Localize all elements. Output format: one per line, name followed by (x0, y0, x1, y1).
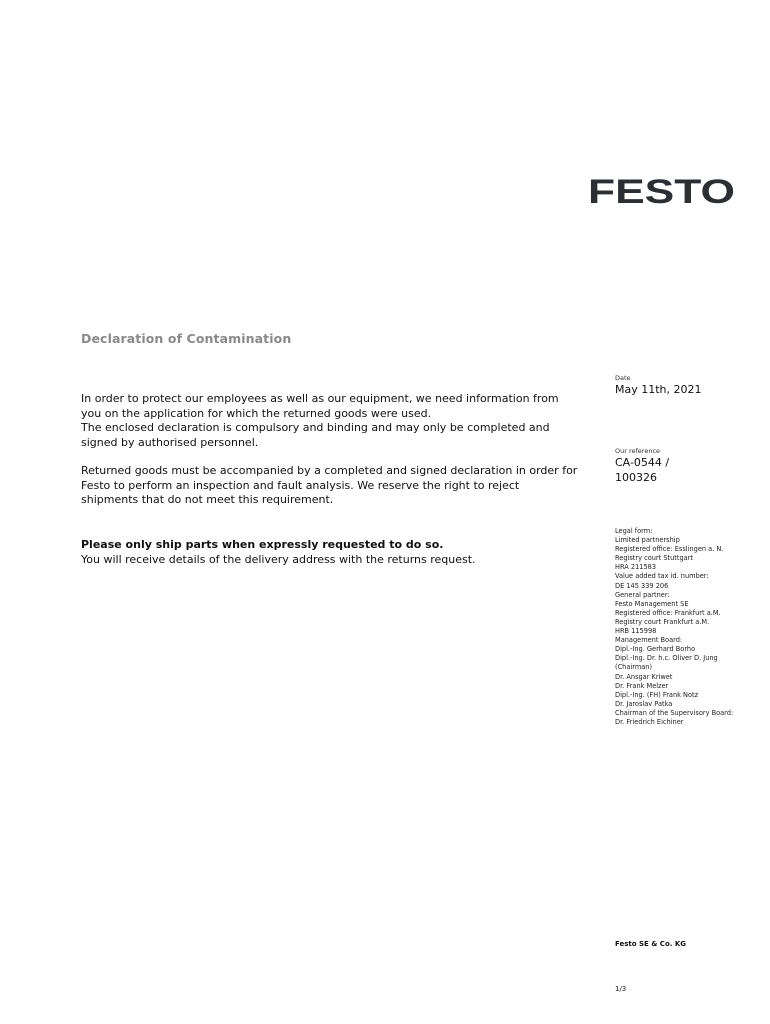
company-name: Festo SE & Co. KG (615, 940, 687, 948)
legal-line: (Chairman) (615, 663, 653, 672)
legal-line: Limited partnership (615, 536, 680, 545)
legal-line: Festo Management SE (615, 599, 689, 608)
legal-line: HRA 211583 (615, 563, 657, 572)
reference-block (615, 447, 755, 485)
legal-line: Registered office: Esslingen a. N. (615, 545, 724, 554)
svg-text:FESTO: FESTO (588, 175, 735, 207)
returned-line: shipments that do not meet this requirement. (81, 493, 334, 507)
document-title: Declaration of Contamination (81, 331, 292, 346)
reference-label: Our reference (615, 447, 661, 455)
legal-line: Legal form: (615, 527, 653, 535)
returned-line: Festo to perform an inspection and fault analysis. We reserve the right to reject (81, 478, 520, 492)
date-block (615, 374, 755, 398)
intro-paragraph (81, 392, 581, 450)
intro-line: you on the application for which the returned goods were used. (81, 406, 432, 420)
returned-goods-paragraph (81, 464, 581, 508)
legal-line: Registry court Frankfurt a.M. (615, 617, 710, 626)
festo-logo (588, 175, 736, 207)
notice-bold: Please only ship parts when expressly requested to do so. (81, 538, 444, 551)
intro-line: The enclosed declaration is compulsory and binding and may only be completed and (81, 421, 550, 435)
returned-line: Returned goods must be accompanied by a completed and signed declaration in order for (81, 464, 578, 477)
legal-line: DE 145 339 206 (615, 581, 669, 590)
date-label: Date (615, 374, 631, 382)
legal-line: Registered office: Frankfurt a.M. (615, 608, 721, 617)
legal-line: Chairman of the Supervisory Board: (615, 708, 734, 717)
notice-normal: You will receive details of the delivery address with the returns request. (81, 552, 476, 566)
legal-line: Dipl.-Ing. (FH) Frank Notz (615, 690, 699, 699)
legal-line: Dipl.-Ing. Dr. h.c. Oliver D. Jung (615, 654, 718, 663)
legal-line: Registry court Stuttgart (615, 554, 693, 563)
intro-line: In order to protect our employees as well as our equipment, we need information from (81, 392, 559, 405)
legal-line: Dr. Friedrich Eichiner (615, 717, 684, 726)
legal-line: Dr. Jaroslav Patka (615, 699, 673, 708)
legal-line: HRB 115998 (615, 627, 657, 636)
legal-line: Dr. Frank Melzer (615, 681, 669, 690)
shipping-notice (81, 538, 581, 567)
page-number: 1/3 (615, 985, 627, 993)
festo-logo-graphic (588, 175, 736, 207)
legal-line: Management Board: (615, 636, 683, 645)
legal-line: General partner: (615, 590, 670, 599)
date-value: May 11th, 2021 (615, 383, 702, 396)
legal-line: Value added tax id. number: (615, 572, 709, 581)
reference-value-line2: 100326 (615, 470, 657, 484)
legal-line: Dr. Ansgar Kriwet (615, 672, 673, 681)
reference-value-line1: CA-0544 / (615, 456, 670, 469)
legal-line: Dipl.-Ing. Gerhard Borho (615, 645, 696, 654)
legal-info (615, 527, 765, 727)
intro-line: signed by authorised personnel. (81, 435, 259, 449)
